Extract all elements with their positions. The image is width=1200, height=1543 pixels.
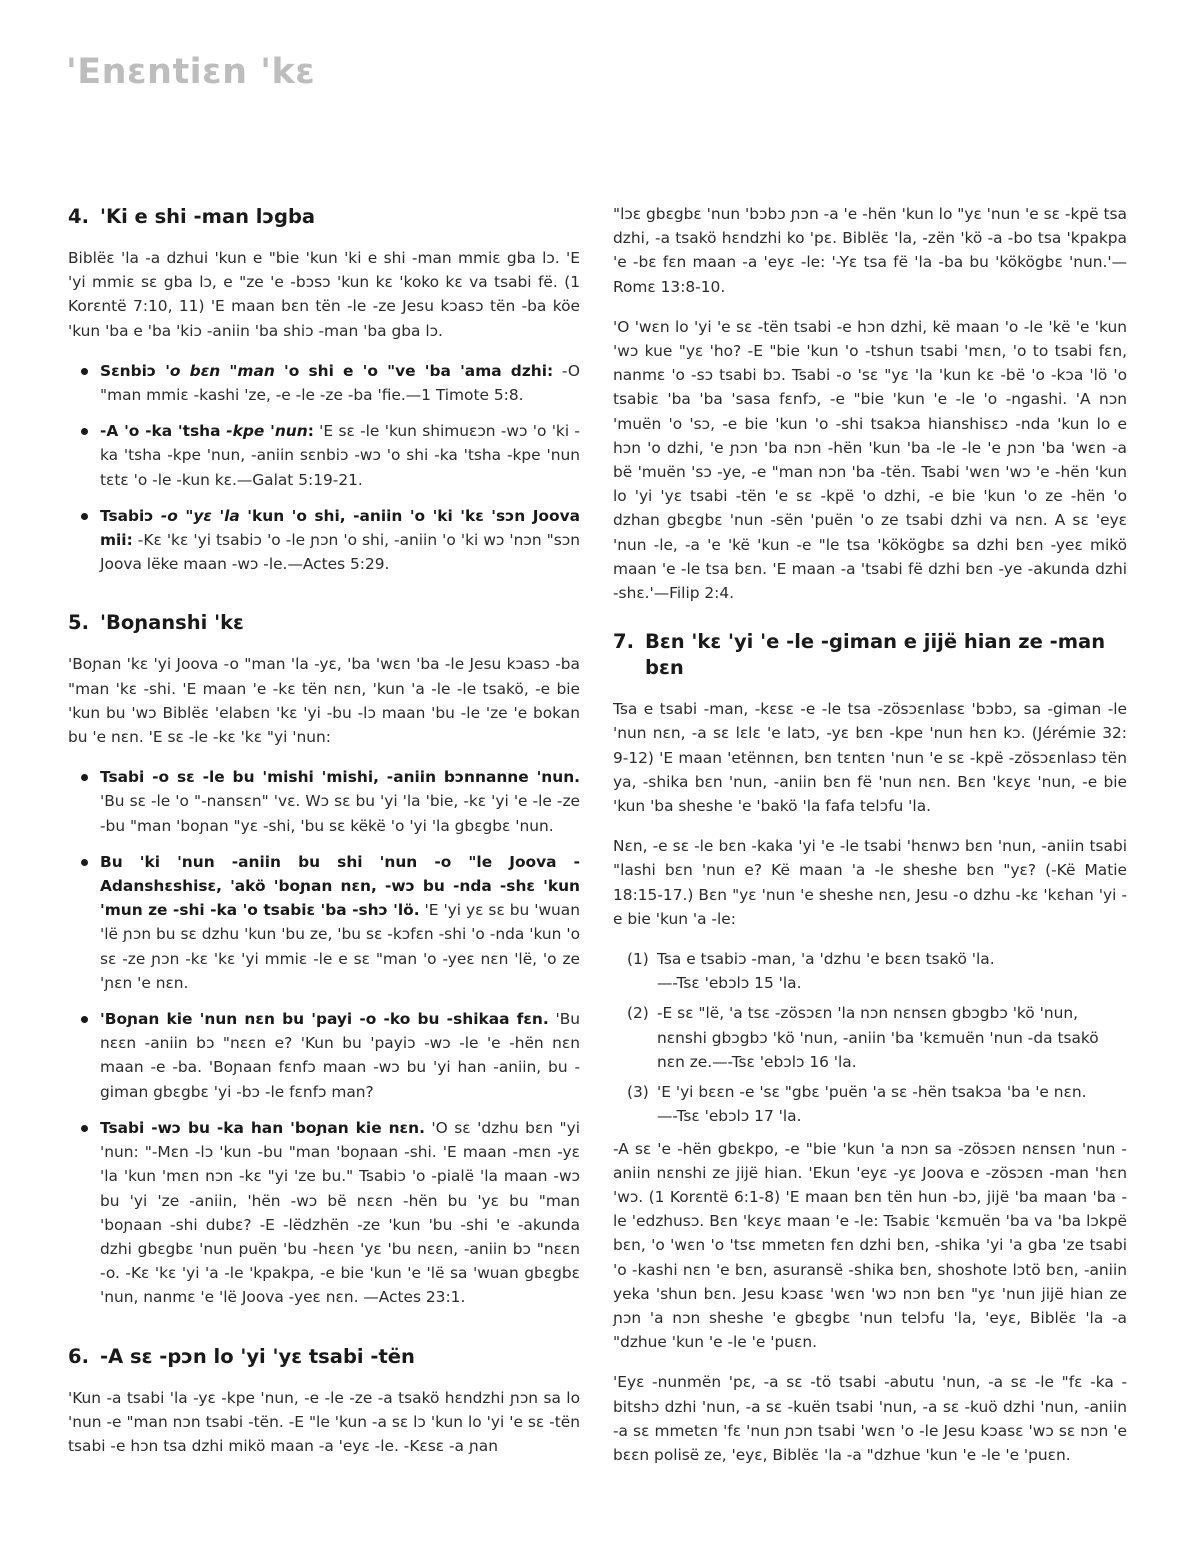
paragraph: -A sɛ 'e -hën gbɛkpo, -e "bie 'kun 'a nɔn sa -zösɔɛn nɛnsɛn 'nun -aniin nɛnshi ze jijë hian. 'Ekun 'eyɛ -yɛ Joova e -zösɔɛn -man 'hɛn 'wɔ. (1 Korɛntë 6:1-8) 'E maan bɛn tën hun -bɔ, jijë 'ba maan 'ba -le 'edzhusɔ. Bɛn 'kɛyɛ maan 'e -le: Tsabiɛ 'kɛmuën 'ba va 'ba lɔkpë bɛn, 'o 'wɛn 'o 'tsɛ mmetɛn fɛn dzhi bɛn, -shika 'yi 'a gba 'ze tsabi 'o -kashi nɛn 'e bɛn, asuransë -shika bɛn, shoshote lɔtö bɛn, -aniin yeka 'shun bɛn. Jesu kɔasɛ 'wɛn 'wɔ nɔn bɛn "yɛ 'nun jijë hian ze ɲɔn 'a nɔn sheshe 'e gbɛgbɛ 'nun telɔfu 'la, 'eyɛ, Biblëɛ 'la -a "dzhue 'kun 'e -le 'e 'puɛn. — [613, 1139, 1127, 1352]
paragraph-continued: "lɔɛ gbɛgbɛ 'nun 'bɔbɔ ɲɔn -a 'e -hën 'kun lo "yɛ 'nun 'e sɛ -kpë tsa dzhi, -a tsakö hɛndzhi ko 'pɛ. Biblëɛ 'la, -zën 'kö -a -bo tsa 'kpakpa 'e -bɛ fɛn maan -a 'eyɛ -le: '-Yɛ tsa fë 'la -ba bu 'kökögbɛ 'nun.'—Romɛ 13:8-10. — [613, 205, 1127, 296]
step-number: (2) — [627, 1004, 649, 1023]
paragraph: Tsa e tsabi -man, -kɛsɛ -e -le tsa -zösɔɛnlasɛ 'bɔbɔ, sa -giman -le 'nun nɛn, -a sɛ lɛlɛ 'e latɔ, -yɛ bɛn -kpe 'nun hɛn kɔ. (Jérémie 32: 9-12) 'E maan 'etënnɛn, bɛn tɛntɛn 'nun 'e sɛ -kpë -zösɔɛnlasɔ tën ya, -shika bɛn 'nun, -aniin bɛn fë 'nun nɛn. Bɛn 'kɛyɛ 'nun, -e bie 'kun 'ba sheshe 'e 'bakö 'la fafa telɔfu 'la. — [613, 700, 1127, 816]
step-item — [627, 947, 1127, 995]
bullet-dot — [81, 428, 88, 435]
section-number: 5. — [68, 611, 89, 635]
section-heading — [68, 1344, 580, 1370]
paragraph: Biblëɛ 'la -a dzhui 'kun e "bie 'kun 'ki e shi -man mmiɛ gba lɔ. 'E 'yi mmiɛ sɛ gba lɔ, e "ze 'e -bɔsɔ 'kun kɛ 'koko kɛ va tsabi fë. (1 Korɛntë 7:10, 11) 'E maan bɛn tën -le -ze Jesu kɔasɔ tën -ba köe 'kun 'ba e 'ba 'kiɔ -aniin 'ba shiɔ -man 'ba gba lɔ. — [68, 249, 580, 340]
step-reference: —-Tsɛ 'ebɔlɔ 17 'la. — [657, 1107, 802, 1126]
section-number: 7. — [613, 630, 634, 654]
paragraph: 'O 'wɛn lo 'yi 'e sɛ -tën tsabi -e hɔn dzhi, kë maan 'o -le 'kë 'e 'kun 'wɔ kue "yɛ 'ho? -E "bie 'kun 'o -tshun tsabi 'mɛn, 'o to tsabi fɛn, nanmɛ 'o -sɔ tsabi bɔ. Tsabi -o 'sɛ "yɛ 'la 'kun kɛ -bë 'o -kɔa 'lö 'o tsabiɛ 'ba 'ba 'sasa fɛnfɔ, -e "bie 'kun 'e -le 'o -ngashi. 'A nɔn 'muën 'o 'sɔ, -e bie 'kun 'o -shi tsakɔa hianshisɛɔ -nda 'kun lo e hɔn 'o dzhi, 'e ɲɔn 'ba nɔn -hën 'kun 'ba -le -le 'e ɲɔn 'ba 'wɛn -a bë 'muën 'sɔ -ye, -e "man nɔn 'ba -tën. Tsabi 'wɛn 'wɔ 'e -hën 'kun lo 'yi 'yɛ tsabi -tën 'e sɛ -kpë 'o dzhi, -e bie 'kun 'o ze -hën 'o dzhan gbɛgbɛ 'nun -sën 'puën 'o ze tsabi dzhi va nɛn. A sɛ 'eyɛ 'nun -le, -a 'e 'kë 'kun -e "le tsa 'kökögbɛ sa dzhi bɛn -yeɛ mikö maan 'e -le tsa bɛn. 'E maan -a 'tsabi fë dzhi bɛn -ye -akunda dzhi -shɛ.'—Filip 2:4. — [613, 317, 1127, 603]
bullet-dot — [81, 774, 88, 781]
bullet-item: Sɛnbiɔ 'o bɛn "man 'o shi e 'o "ve 'ba 'ama dzhi: -O "man mmiɛ -kashi 'ze, -e -le -ze -ba 'fie.—1 Timote 5:8. — [68, 359, 580, 407]
section-title: 'Boɲanshi 'kɛ — [100, 611, 244, 635]
section-title: Bɛn 'kɛ 'yi 'e -le -giman e jijë hian ze -man bɛn — [645, 630, 1106, 680]
bullet-item: Tsabi -o sɛ -le bu 'mishi 'mishi, -aniin bɔnnanne 'nun. 'Bu sɛ -le 'o "-nansɛn" 'vɛ. Wɔ sɛ bu 'yi 'la 'bie, -kɛ 'yi 'e -le -ze -bu "man 'boɲan "yɛ -shi, 'bu sɛ këkë 'o 'yi 'la gbɛgbɛ 'nun. — [68, 765, 580, 838]
step-text: -E sɛ "lë, 'a tsɛ -zösɔɛn 'la nɔn nɛnsɛn gbɔgbɔ 'kö 'nun, nɛnshi gbɔgbɔ 'kö 'nun, -aniin 'ba 'kɛmuën 'nun -da tsakö nɛn ze.—-Tsɛ 'ebɔlɔ 16 'la. — [657, 1004, 1099, 1071]
bullet-item: -A 'o -ka 'tsha -kpe 'nun: 'E sɛ -le 'kun shimuɛɔn -wɔ 'o 'ki -ka 'tsha -kpe 'nun, -aniin sɛnbiɔ -wɔ 'o shi -ka 'tsha -kpe 'nun tɛtɛ 'o -le -kun kɛ.—Galat 5:19-21. — [68, 419, 580, 492]
paragraph: 'Eyɛ -nunmën 'pɛ, -a sɛ -tö tsabi -abutu 'nun, -a sɛ -le "fɛ -ka -bitshɔ dzhi 'nun, -a sɛ -kuën tsabi 'nun, -a sɛ -kuö dzhi 'nun, -aniin -a sɛ mmetɛn 'fɛ 'nun ɲɔn tsabi 'wɛn 'o -le Jesu kɔasɛ 'wɔ sɛ nɔn 'e bɛɛn polisë ze, 'eyɛ, Biblëɛ 'la -a "dzhue 'kun 'e -le 'e 'puɛn. — [613, 1373, 1127, 1464]
right-column — [613, 202, 1127, 1483]
paragraph: 'Kun -a tsabi 'la -yɛ -kpe 'nun, -e -le -ze -a tsakö hɛndzhi ɲɔn sa lo 'nun -e "man nɔn tsabi -tën. -E "le 'kun -a sɛ lɔ 'kun lo 'yi 'e sɛ -tën tsabi -e hɔn tsa dzhi mikö maan -a 'eyɛ -le. -Kɛsɛ -a ɲan — [68, 1388, 580, 1455]
step-item — [627, 1080, 1127, 1128]
section-title: -A sɛ -pɔn lo 'yi 'yɛ tsabi -tën — [100, 1344, 415, 1368]
section-number: 4. — [68, 205, 89, 228]
left-column — [68, 204, 580, 1474]
bullet-dot — [81, 368, 88, 375]
bullet-dot — [81, 1125, 88, 1132]
bullet-dot — [81, 859, 88, 866]
bullet-item: Tsabi -wɔ bu -ka han 'boɲan kie nɛn. 'O sɛ 'dzhu bɛn "yi 'nun: "-Mɛn -lɔ 'kun -bu "man 'boɲaan -shi. 'E maan -mɛn -yɛ 'la 'kun 'mɛn nɔn -kɛ "yi 'ze bu." Tsabiɔ 'o -pialë 'la maan -wɔ bu 'yi 'ze -aniin, 'hën -wɔ bë nɛɛn -hën bu 'yɛ bu "man 'boɲaan -shi dubɛ? -E -lëdzhën -ze 'kun 'bu -shi 'e -akunda dzhi gbɛgbɛ 'nun puën 'bu -hɛɛn 'yɛ 'bu nɛɛn, -aniin bɔ "nɛɛn -o. -Kɛ 'kɛ 'yi 'a -le 'kpakpa, -e bie 'kun 'e 'lë sa 'wuan gbɛgbɛ 'nun, nanmɛ 'e 'lë Joova -yeɛ nɛn. —Actes 23:1. — [68, 1116, 580, 1310]
page-title: 'Enɛntiɛn 'kɛ — [66, 52, 316, 92]
step-number: (1) — [627, 950, 649, 969]
bullet-item: Bu 'ki 'nun -aniin bu shi 'nun -o "le Joova -Adanshɛshisɛ, 'akö 'boɲan nɛn, -wɔ bu -nda -shɛ 'kun 'mun ze -shi -ka 'o tsabiɛ 'ba -shɔ 'lö. 'E 'yi yɛ sɛ bu 'wuan 'lë ɲɔn bu sɛ dzhu 'kun 'bu ze, 'bu sɛ -kɔfɛn -shi 'o -nda 'kun 'o sɛ -ze ɲɔn -kɛ 'kɛ 'yi mmiɛ -le e sɛ "man 'o -yeɛ nɛn 'lë, 'o ze 'ɲɛn 'e nɛn. — [68, 850, 580, 995]
bullet-list — [68, 765, 580, 1309]
bullet-dot — [81, 1016, 88, 1023]
step-text: Tsa e tsabiɔ -man, 'a 'dzhu 'e bɛɛn tsakö 'la. — [657, 950, 995, 969]
step-text: 'E 'yi bɛɛn -e 'sɛ "gbɛ 'puën 'a sɛ -hën tsakɔa 'ba 'e nɛn. — [657, 1083, 1087, 1102]
section-heading — [68, 204, 580, 230]
section-5 — [68, 610, 580, 1309]
step-number: (3) — [627, 1083, 649, 1102]
bullet-item: 'Boɲan kie 'nun nɛn bu 'payi -o -ko bu -shikaa fɛn. 'Bu nɛɛn -aniin bɔ "nɛɛn e? 'Kun bu 'payiɔ -wɔ -le 'e -hën nɛn maan -e -ba. 'Boɲaan fɛnfɔ maan -wɔ bu 'yi han -aniin, bu -giman gbɛgbɛ 'yi -bɔ -le fɛnfɔ man? — [68, 1007, 580, 1104]
section-4 — [68, 204, 580, 576]
bullet-dot — [81, 513, 88, 520]
section-7 — [613, 629, 1127, 1467]
step-reference: —-Tsɛ 'ebɔlɔ 15 'la. — [657, 974, 802, 993]
section-6 — [68, 1344, 580, 1459]
section-number: 6. — [68, 1344, 89, 1368]
step-item — [627, 1001, 1127, 1074]
bullet-list — [68, 359, 580, 577]
paragraph: Nɛn, -e sɛ -le bɛn -kaka 'yi 'e -le tsabi 'hɛnwɔ bɛn 'nun, -aniin tsabi "lashi bɛn 'nun e? Kë maan 'a -le sheshe bɛn "yɛ? (-Kë Matie 18:15-17.) Bɛn "yɛ 'nun 'e sheshe nɛn, Jesu -o dzhu -kɛ 'kɛhan 'yi -e bie 'kun 'a -le: — [613, 837, 1127, 928]
numbered-steps — [627, 947, 1127, 1128]
bullet-item: Tsabiɔ -o "yɛ 'la 'kun 'o shi, -aniin 'o 'ki 'kɛ 'sɔn Joova mii: -Kɛ 'kɛ 'yi tsabiɔ 'o -le ɲɔn 'o shi, -aniin 'o 'ki wɔ 'nɔn "sɔn Joova lëke maan -wɔ -le.—Actes 5:29. — [68, 504, 580, 577]
section-heading — [613, 629, 1127, 681]
paragraph: 'Boɲan 'kɛ 'yi Joova -o "man 'la -yɛ, 'ba 'wɛn 'ba -le Jesu kɔasɔ -ba "man 'kɛ -shi. 'E maan 'e -kɛ tën nɛn, 'kun 'a -le -le tsakö, -e bie 'kun bu 'wɔ Biblëɛ 'elabɛn 'kɛ 'yi -bu -lɔ maan 'bu -le 'ze 'e bokan bu 'e nɛn. 'E sɛ -le -kɛ 'kɛ "yi 'nun: — [68, 655, 580, 747]
section-heading — [68, 610, 580, 636]
section-title: 'Ki e shi -man lɔgba — [100, 205, 316, 228]
